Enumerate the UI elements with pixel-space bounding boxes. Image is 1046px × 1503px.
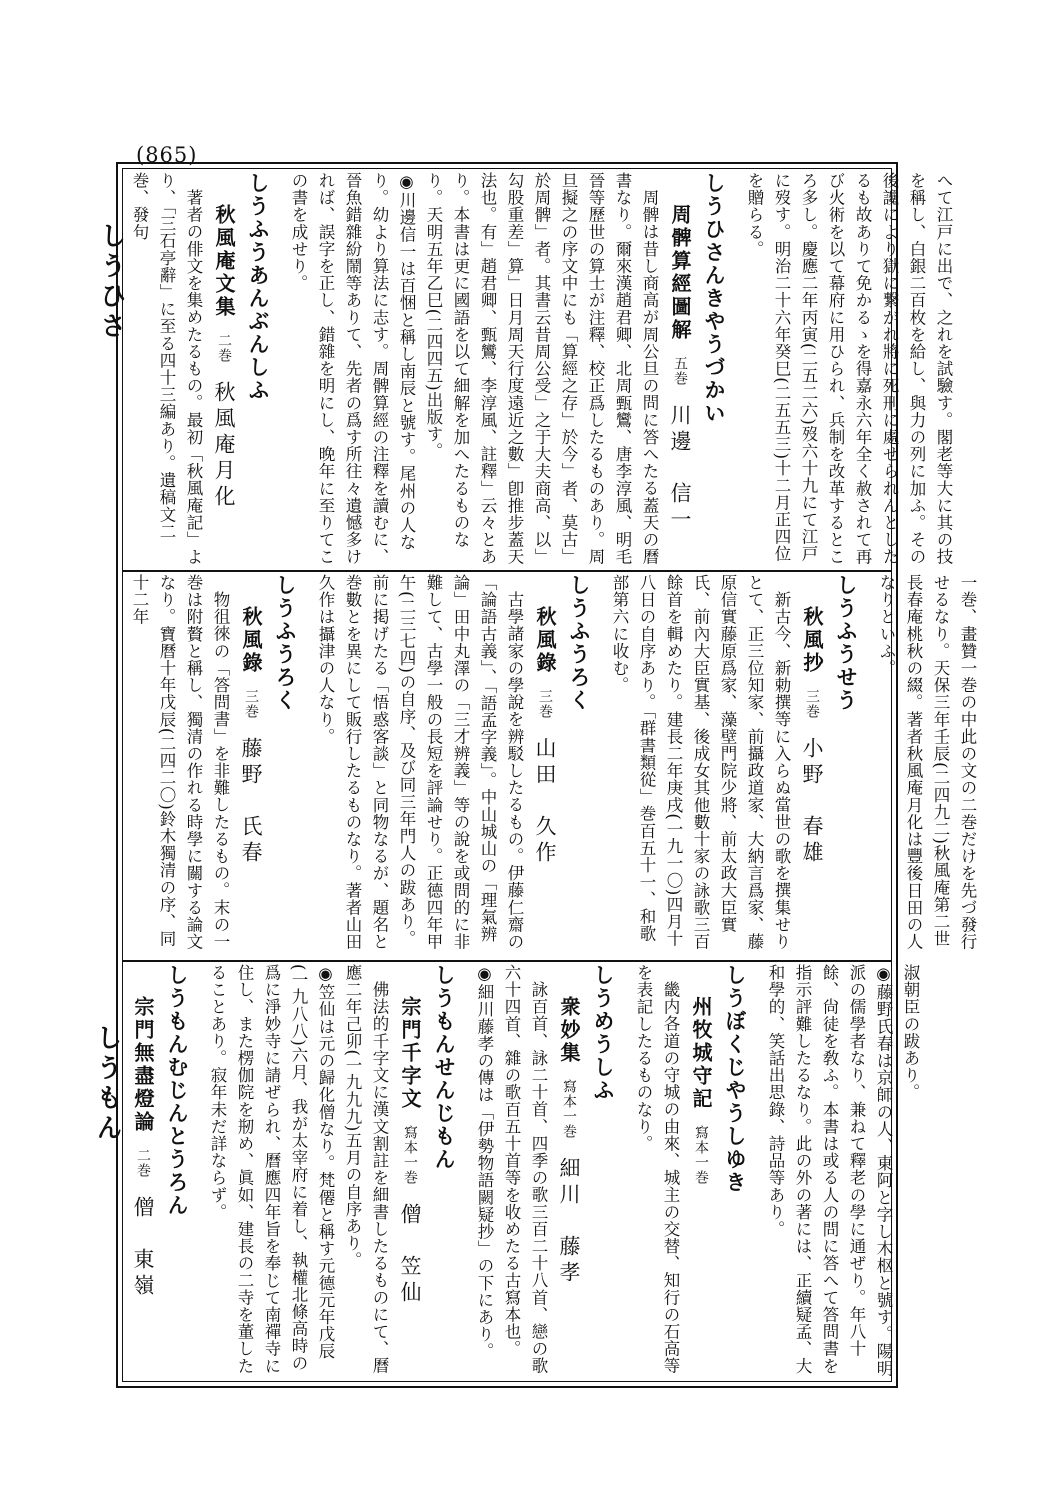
entry-reading: しうふうせう [834,574,858,712]
entry-author: 細川 藤孝 [557,1157,581,1287]
entry-title: 州牧城守記 [689,996,713,1111]
entry-volumes: 二巻 [216,333,232,363]
entry-title: 秋風錄 [239,606,263,675]
entry-reading: しうぼくじやうしゆき [723,964,747,1194]
continuation-text: へて江戸に出で、之れを試驗す。閣老等大に其の技を稱し、白銀二百枚を給し、與力の列に加ふ。その後讒により獄に繋がれ將に死刑に處せられんとしたるも故ありて免かるゝを得嘉永六年全く赦されて再び火術を以て幕府に用ひられ、兵制を改革するところ多し。慶應二年丙寅(二五二六)歿六十九にて江戸に歿す。明治二十六年癸巳(二五五三)十二月正四位を贈らる。 [745,172,953,566]
entry-reading: しうふうあんぶんしふ [246,172,270,402]
entry-title-line [684,996,718,1185]
tier-divider [122,570,892,572]
entry-title-line [126,996,160,1300]
continuation-text: 淑朝臣の跋あり。 [901,964,920,1101]
entry-title: 秋風庵文集 [212,204,236,319]
entry-title: 秋風抄 [800,606,824,675]
author-note: ◉細川藤孝の傳は「伊勢物語闕疑抄」の下にあり。 [475,964,494,1360]
entry-title: 宗門無盡燈論 [131,996,155,1134]
entry-title-line [552,996,586,1287]
continuation-text: 一巻、畫贊一巻の中此の文の二巻だけを先づ發行せるなり。天保三年壬辰(二四九二)秋風庵第二世長春庵桃秋の綴。著者秋風庵月化は豐後日田の人なりといふ。 [877,574,977,951]
entry-volumes: 寫本一巻 [402,1125,418,1185]
entry-author: 藤野 氏春 [239,737,263,867]
entry-text: 古學諸家の學說を辨駁したるもの。伊藤仁齋の「論語古義」、「語孟字義」。中山城山の「理氣辨論」田中丸澤の「三才辨義」等の說を或問的に非難して、古學一般の長短を評論せり。正德四年甲午(二三七四)の自序、及び同三年門人の跋あり。前に掲げたる「悟惑客談」と同物なるが、題名と巻數とを異にして販行したるものなり。著者山田久作は攝津の人なり。 [316,574,524,951]
entry-volumes: 寫本一巻 [693,1125,709,1185]
entry-volumes: 三巻 [804,689,820,719]
entry-author: 山田 久作 [533,737,557,867]
entry-author: 僧 笠仙 [398,1203,422,1307]
entry-text: 著者の俳文を集めたるもの。最初「秋風庵記」より、「三石亭辭」に至る四十三編あり。遺稿文二巻、發句 [130,172,203,565]
text-column [126,574,981,958]
entry-reading: しうひさんきやうづかい [702,172,726,425]
entry-title-line [795,606,829,867]
text-column [126,172,957,568]
entry-volumes: 二巻 [135,1148,151,1178]
entry-volumes: 三巻 [537,689,553,719]
author-note: ◉笠仙は元の歸化僧なり。梵僊と稱す元德元年戊辰(一九八八)六月、我が太宰府に着し、執權北條高時の爲に淨妙寺に請ぜられ、曆應四年旨を奉じて南禪寺に住し、また楞伽院を剏め、眞如、建長の二寺を董したることあり。寂年未だ詳ならず。 [208,964,335,1375]
author-note: ◉川邊信一は百悃と稱し南辰と號す。尾州の人なり。幼より算法に志す。周髀算經の注釋を讀むに、晉魚錯雜紛鬧等ありて、先者の爲す所往々遺憾多ければ、誤字を正し、錯雜を明にし、晚年に至りてこの書を成せり。 [289,172,416,566]
entry-text: 畿内各道の守城の由來、城主の交替、知行の石高等を表記したるものなり。 [634,964,680,1374]
entry-reading: しうふうろく [273,574,297,712]
entry-volumes: 寫本一巻 [561,1079,577,1139]
entry-title-line [393,996,427,1307]
entry-author: 僧 東嶺 [131,1196,155,1300]
entry-title: 衆妙集 [557,996,581,1065]
entry-title-line [207,204,241,511]
entry-text: 物徂徠の「答問書」を非難したるもの。末の一巻は附贅と稱し、獨清の作れる時學に關する論文なり。寶曆十年戊辰(二四二〇)鈴木獨清の序、同十二年 [130,574,230,951]
entry-text: 新古今、新勅撰等に入らぬ當世の歌を撰集せりとて、正三位知家、前攝政道家、大納言爲家、藤原信實藤原爲家、藻壁門院少將、前太政大臣實氏、前內大臣實基、後成女其他數十家の詠歌三百餘首を輯めたり。建長二年庚戌(一九一〇)四月十八日の自序あり。「群書類從」巻百五十一、和歌部第六に收む。 [610,574,791,951]
entry-title-line [528,606,562,867]
entry-title-line [234,606,268,867]
running-head-top: しうひさ [96,222,126,342]
entry-title: 周髀算經圖解 [668,204,692,342]
entry-reading: しうめうしふ [591,964,615,1102]
entry-text: 佛法的千字文に漢文割註を細書したるものにて、曆應二年己卯(一九九九)五月の自序あり。 [343,964,389,1374]
entry-reading: しうふうろく [567,574,591,712]
entry-volumes: 三巻 [243,689,259,719]
entry-reading: しうもんせんじもん [432,964,456,1171]
tier-bottom [126,964,920,1378]
entry-reading: しうもんむじんとうろん [165,964,189,1217]
entry-text: 周髀は昔し商高が周公旦の問に答へたる蓋天の曆書なり。爾來漢趙君卿、北周甄鸞、唐李淳風、明毛晉等歷世の算士が注釋、校正爲したるものあり。周旦擬之の序文中にも「算經之存」於今」者、莫古」於周髀」者。其書云昔周公受」之于大夫商高、以」勾股重差」算」日月周天行度遠近之數」卽推步蓋天法也。有」趙君卿、甄鸞、李淳風、註釋」云々とあり。本書は更に國語を以て細解を加へたるものなり。天明五年乙巳(二四四五)出版す。 [424,172,659,566]
entry-author: 秋風庵月化 [212,381,236,511]
text-column [126,964,924,1378]
entry-author: 小野 春雄 [800,737,824,867]
entry-title-line [663,204,697,534]
entry-text: 詠百首、詠二十首、四季の歌三百二十八首、戀の歌六十四首、雜の歌百五十首等を收めたる古寫本也。 [502,964,548,1374]
entry-volumes: 五巻 [672,356,688,386]
entry-title: 秋風錄 [533,606,557,675]
running-head-bottom: しうもん [92,1024,122,1144]
page-number: (865) [136,143,198,167]
tier-divider [122,960,892,962]
author-note: ◉藤野氏春は京師の人、東阿と字し木枢と號す。陽明派の儒學者なり、兼ねて釋老の學に通ぜり。年八十餘、尙徒を敎ふ。本書は或る人の問に答へて答問書を指示評難したるなり。此の外の著には、正續疑孟、大和學的、笑話出思錄、詩品等あり。 [766,964,893,1377]
entry-author: 川邊 信一 [668,404,692,534]
tier-top [126,172,953,568]
tier-middle [126,574,977,958]
entry-title: 宗門千字文 [398,996,422,1111]
